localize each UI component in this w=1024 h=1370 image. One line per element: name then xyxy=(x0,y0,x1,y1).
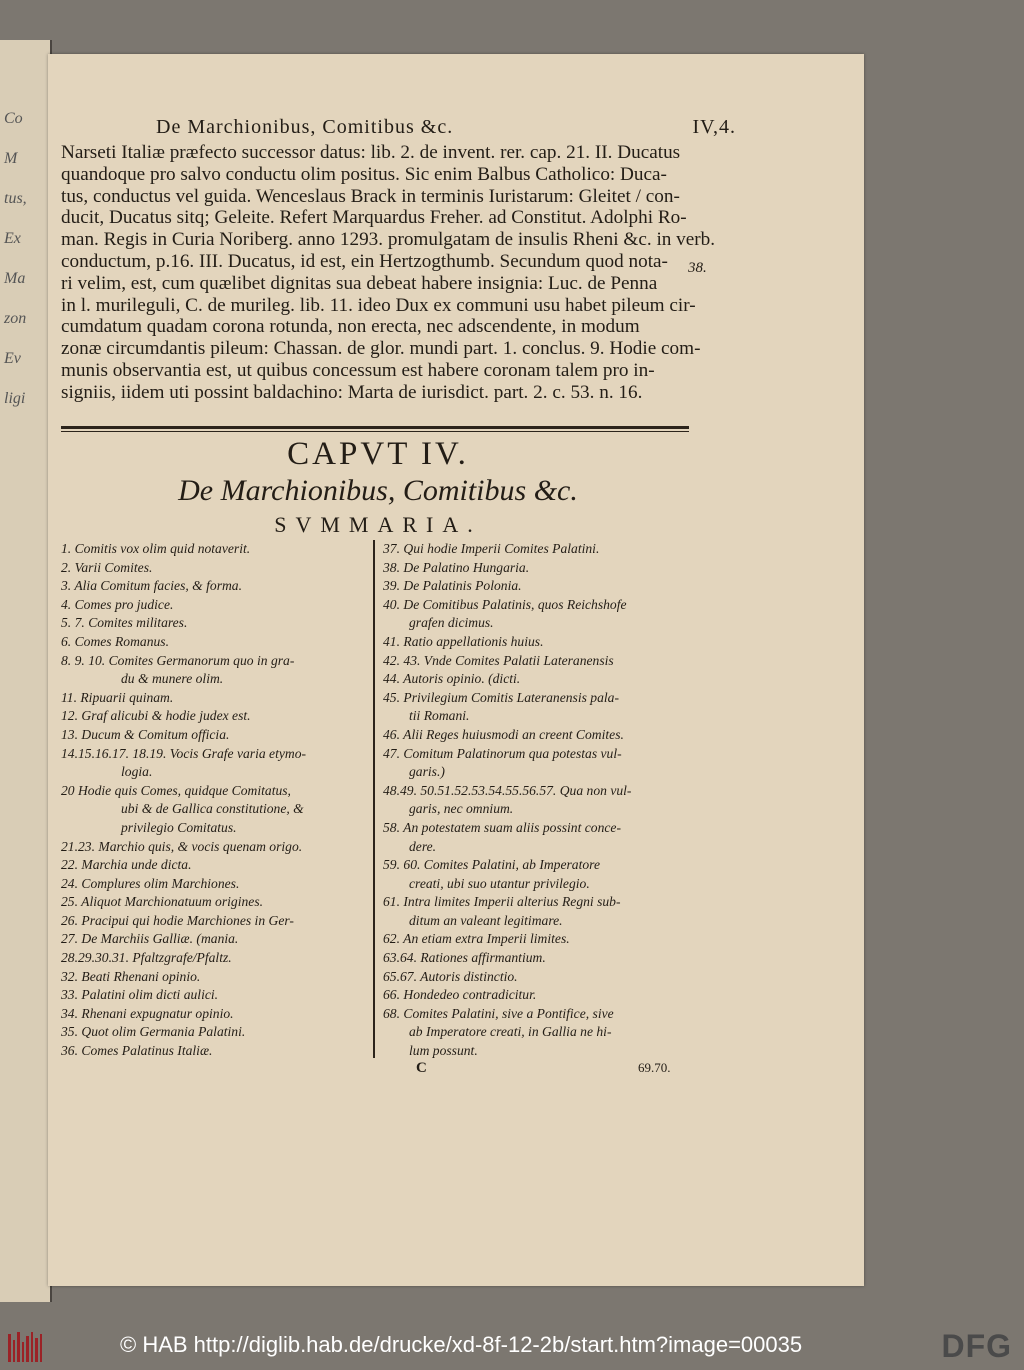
footer-bar xyxy=(0,1322,1024,1370)
summary-entry: grafen dicimus. xyxy=(409,615,494,631)
summary-entry: 27. De Marchiis Galliæ. (mania. xyxy=(61,931,239,947)
summary-entry: 65.67. Autoris distinctio. xyxy=(383,968,518,984)
summary-entry: 28.29.30.31. Pfaltzgrafe/Pfaltz. xyxy=(61,950,232,966)
summary-entry: 63.64. Rationes affirmantium. xyxy=(383,950,546,966)
summary-entry: 33. Palatini olim dicti aulici. xyxy=(61,987,219,1003)
book-page xyxy=(48,54,864,1286)
summary-entry: creati, ubi suo utantur privilegio. xyxy=(409,875,590,891)
summary-entry: garis.) xyxy=(409,764,445,780)
summary-entry: privilegio Comitatus. xyxy=(121,819,237,835)
summary-entry: 14.15.16.17. 18.19. Vocis Grafe varia etymo- xyxy=(61,745,307,761)
body-line: ri velim, est, cum quælibet dignitas sua debeat habere insignia: Luc. de Penna xyxy=(61,272,658,294)
column-divider xyxy=(373,540,375,1058)
section-rule xyxy=(61,426,689,429)
body-line: in l. murileguli, C. de murileg. lib. 11. ideo Dux ex communi usu habet pileum cir- xyxy=(61,294,696,316)
summary-entry: 11. Ripuarii quinam. xyxy=(61,689,174,705)
summary-entry: 3. Alia Comitum facies, & forma. xyxy=(61,578,242,594)
summary-entry: 42. 43. Vnde Comites Palatii Lateranensis xyxy=(383,652,614,668)
summary-entry: 61. Intra limites Imperii alterius Regni sub- xyxy=(383,894,621,910)
summary-entry: 44. Autoris opinio. (dicti. xyxy=(383,671,521,687)
summary-entry: dere. xyxy=(409,838,437,854)
body-line: Narseti Italiæ præfecto successor datus: lib. 2. de invent. rer. cap. 21. II. Ducatus xyxy=(61,142,681,163)
summary-entry: 6. Comes Romanus. xyxy=(61,633,169,649)
section-rule-thin xyxy=(61,431,689,432)
summary-entry: lum possunt. xyxy=(409,1043,478,1059)
summary-entry: 1. Comitis vox olim quid notaverit. xyxy=(61,541,251,556)
body-line: quandoque pro salvo conductu olim positus. Sic enim Balbus Catholico: Duca- xyxy=(61,163,667,185)
body-line: ducit, Ducatus sitq; Geleite. Refert Marquardus Freher. ad Constitut. Adolphi Ro- xyxy=(61,207,687,229)
summary-entry: 39. De Palatinis Polonia. xyxy=(383,578,522,594)
summary-entry: du & munere olim. xyxy=(121,671,224,687)
body-line: munis observantia est, ut quibus concessum est habere coronam talem pro in- xyxy=(61,359,655,381)
summary-entry: 8. 9. 10. Comites Germanorum quo in gra- xyxy=(61,652,295,668)
summary-entry: 25. Aliquot Marchionatuum origines. xyxy=(61,894,264,910)
body-line: cumdatum quadam corona rotunda, non erecta, nec adscendente, in modum xyxy=(61,316,640,338)
summary-entry: 40. De Comitibus Palatinis, quos Reichshofe xyxy=(383,596,627,612)
hab-logo-icon xyxy=(8,1330,42,1362)
summary-entry: garis, nec omnium. xyxy=(409,801,514,817)
body-line: conductum, p.16. III. Ducatus, id est, ein Hertzogthumb. Secundum quod nota- xyxy=(61,250,668,272)
summaria-left-column xyxy=(61,540,371,1061)
summary-entry: ditum an valeant legitimare. xyxy=(409,912,563,928)
summary-entry: 20 Hodie quis Comes, quidque Comitatus, xyxy=(61,782,291,798)
body-line: signiis, iidem uti possint baldachino: Marta de iurisdict. part. 2. c. 53. n. 16. xyxy=(61,381,643,403)
summary-entry: 2. Varii Comites. xyxy=(61,559,153,575)
copyright-link[interactable]: © HAB http://diglib.hab.de/drucke/xd-8f-12-2b/start.htm?image=00035 xyxy=(120,1332,803,1357)
summary-entry: 4. Comes pro judice. xyxy=(61,596,174,612)
summary-entry: 66. Hondedeo contradicitur. xyxy=(383,987,537,1003)
summary-entry: tii Romani. xyxy=(409,708,470,724)
summary-entry: 22. Marchia unde dicta. xyxy=(61,857,192,873)
summary-entry: 68. Comites Palatini, sive a Pontifice, sive xyxy=(383,1005,614,1021)
margin-note: 38. xyxy=(688,260,707,276)
body-line: zonæ circumdantis pileum: Chassan. de glor. mundi part. 1. conclus. 9. Hodie com- xyxy=(61,338,701,360)
summary-entry: 41. Ratio appellationis huius. xyxy=(383,633,544,649)
summary-entry: 47. Comitum Palatinorum qua potestas vul- xyxy=(383,745,622,761)
summary-entry: 26. Pracipui qui hodie Marchiones in Ger- xyxy=(61,912,294,928)
summaria-right-column xyxy=(383,540,701,1061)
adjacent-page-edge: Co M tus, Ex Ma zon Ev ligi xyxy=(0,40,52,1302)
signature-mark: C xyxy=(416,1060,427,1076)
summary-entry: 21.23. Marchio quis, & vocis quenam origo. xyxy=(61,838,303,854)
dfg-logo: DFG xyxy=(941,1328,1012,1364)
summary-entry: 35. Quot olim Germania Palatini. xyxy=(61,1024,246,1040)
summary-entry: 34. Rhenani expugnatur opinio. xyxy=(61,1005,234,1021)
body-line: man. Regis in Curia Noriberg. anno 1293. promulgatam de insulis Rheni &c. in verb. xyxy=(61,229,716,251)
summary-entry: 12. Graf alicubi & hodie judex est. xyxy=(61,708,251,724)
summary-entry: 5. 7. Comites militares. xyxy=(61,615,188,631)
chapter-subtitle: De Marchionibus, Comitibus &c. xyxy=(178,474,578,507)
catchword: 69.70. xyxy=(638,1060,671,1075)
summary-entry: 36. Comes Palatinus Italiæ. xyxy=(61,1043,213,1059)
summary-entry: 48.49. 50.51.52.53.54.55.56.57. Qua non vul- xyxy=(383,782,632,798)
folio-number: IV,4. xyxy=(692,116,736,138)
body-line: tus, conductus vel guida. Wenceslaus Brack in terminis Iuristarum: Gleitet / con- xyxy=(61,185,680,207)
chapter-heading: CAPVT IV. xyxy=(287,436,469,472)
summary-entry: 59. 60. Comites Palatini, ab Imperatore xyxy=(383,857,600,873)
summary-entry: 46. Alii Reges huiusmodi an creent Comites. xyxy=(383,726,624,742)
summary-entry: 62. An etiam extra Imperii limites. xyxy=(383,931,570,947)
summary-entry: 32. Beati Rhenani opinio. xyxy=(61,968,201,984)
summary-entry: 58. An potestatem suam aliis possint conce- xyxy=(383,819,621,835)
summary-entry: ubi & de Gallica constitutione, & xyxy=(121,801,304,817)
summary-entry: ab Imperatore creati, in Gallia ne hi- xyxy=(409,1024,612,1040)
summary-entry: 13. Ducum & Comitum officia. xyxy=(61,726,230,742)
summary-entry: logia. xyxy=(121,764,153,780)
summaria-heading: SVMMARIA. xyxy=(274,512,482,537)
summary-entry: 37. Qui hodie Imperii Comites Palatini. xyxy=(383,541,600,556)
summary-entry: 45. Privilegium Comitis Lateranensis pala- xyxy=(383,689,619,705)
summary-entry: 38. De Palatino Hungaria. xyxy=(383,559,530,575)
summary-entry: 24. Complures olim Marchiones. xyxy=(61,875,240,891)
header-title: De Marchionibus, Comitibus &c. xyxy=(156,116,454,138)
